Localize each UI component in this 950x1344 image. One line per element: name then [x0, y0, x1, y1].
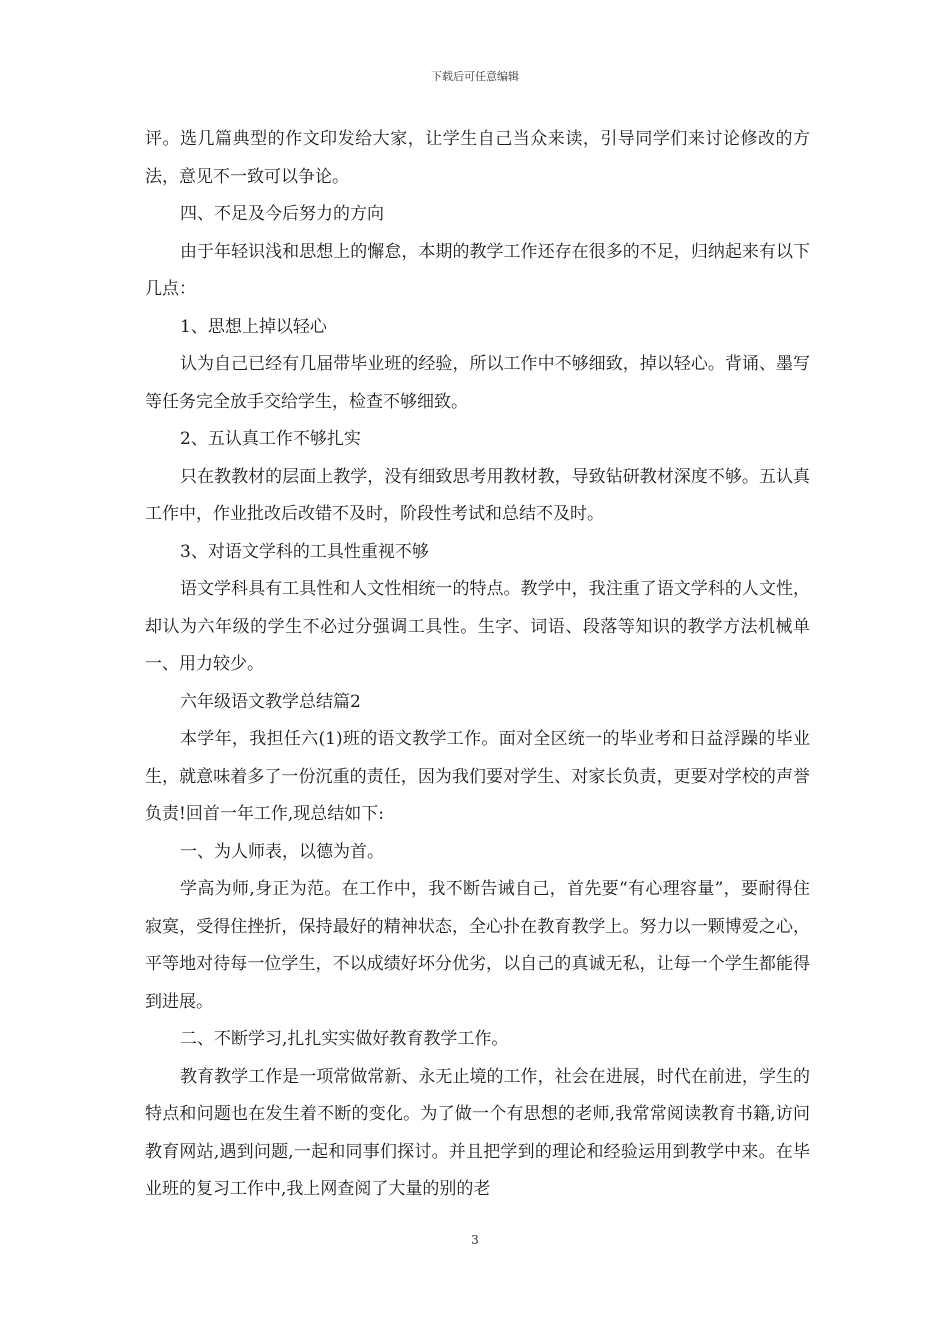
paragraph: 由于年轻识浅和思想上的懈怠，本期的教学工作还存在很多的不足，归纳起来有以下几点：	[145, 241, 810, 299]
paragraph: 一、为人师表，以德为首。	[180, 841, 384, 862]
document-body	[145, 121, 810, 1209]
paragraph: 1、思想上掉以轻心	[180, 316, 327, 337]
paragraph: 3、对语文学科的工具性重视不够	[180, 541, 429, 562]
paragraph: 评。选几篇典型的作文印发给大家，让学生自己当众来读，引导同学们来讨论修改的方法，意见不一致可以争论。	[145, 129, 810, 187]
page-header: 下载后可任意编辑	[431, 70, 519, 83]
paragraph: 只在教教材的层面上教学，没有细致思考用教材教，导致钻研教材深度不够。五认真工作中，作业批改后改错不及时，阶段性考试和总结不及时。	[145, 466, 810, 524]
paragraph: 语文学科具有工具性和人文性相统一的特点。教学中，我注重了语文学科的人文性，却认为六年级的学生不必过分强调工具性。生字、词语、段落等知识的教学方法机械单一、用力较少。	[145, 579, 810, 674]
page-number: 3	[471, 1233, 479, 1247]
paragraph: 本学年，我担任六(1)班的语文教学工作。面对全区统一的毕业考和日益浮躁的毕业生，就意味着多了一份沉重的责任，因为我们要对学生、对家长负责，更要对学校的声誉负责!回首一年工作,现总结如下:	[145, 729, 810, 824]
paragraph: 教育教学工作是一项常做常新、永无止境的工作，社会在进展，时代在前进，学生的特点和问题也在发生着不断的变化。为了做一个有思想的老师,我常常阅读教育书籍,访问教育网站,遇到问题,一起和同事们探讨。并且把学到的理论和经验运用到教学中来。在毕业班的复习工作中,我上网查阅了大量的别的老	[145, 1066, 810, 1199]
paragraph: 2、五认真工作不够扎实	[180, 429, 361, 449]
paragraph: 六年级语文教学总结篇2	[180, 691, 361, 712]
paragraph: 四、不足及今后努力的方向	[180, 204, 384, 224]
paragraph: 学高为师,身正为范。在工作中，我不断告诫自己，首先要“有心理容量”，要耐得住寂寞，受得住挫折，保持最好的精神状态，全心扑在教育教学上。努力以一颗博爱之心，平等地对待每一位学生，不以成绩好坏分优劣，以自己的真诚无私，让每一个学生都能得到进展。	[145, 879, 810, 1012]
paragraph: 认为自己已经有几届带毕业班的经验，所以工作中不够细致，掉以轻心。背诵、墨写等任务完全放手交给学生，检查不够细致。	[145, 354, 810, 412]
paragraph: 二、不断学习,扎扎实实做好教育教学工作。	[180, 1029, 509, 1049]
